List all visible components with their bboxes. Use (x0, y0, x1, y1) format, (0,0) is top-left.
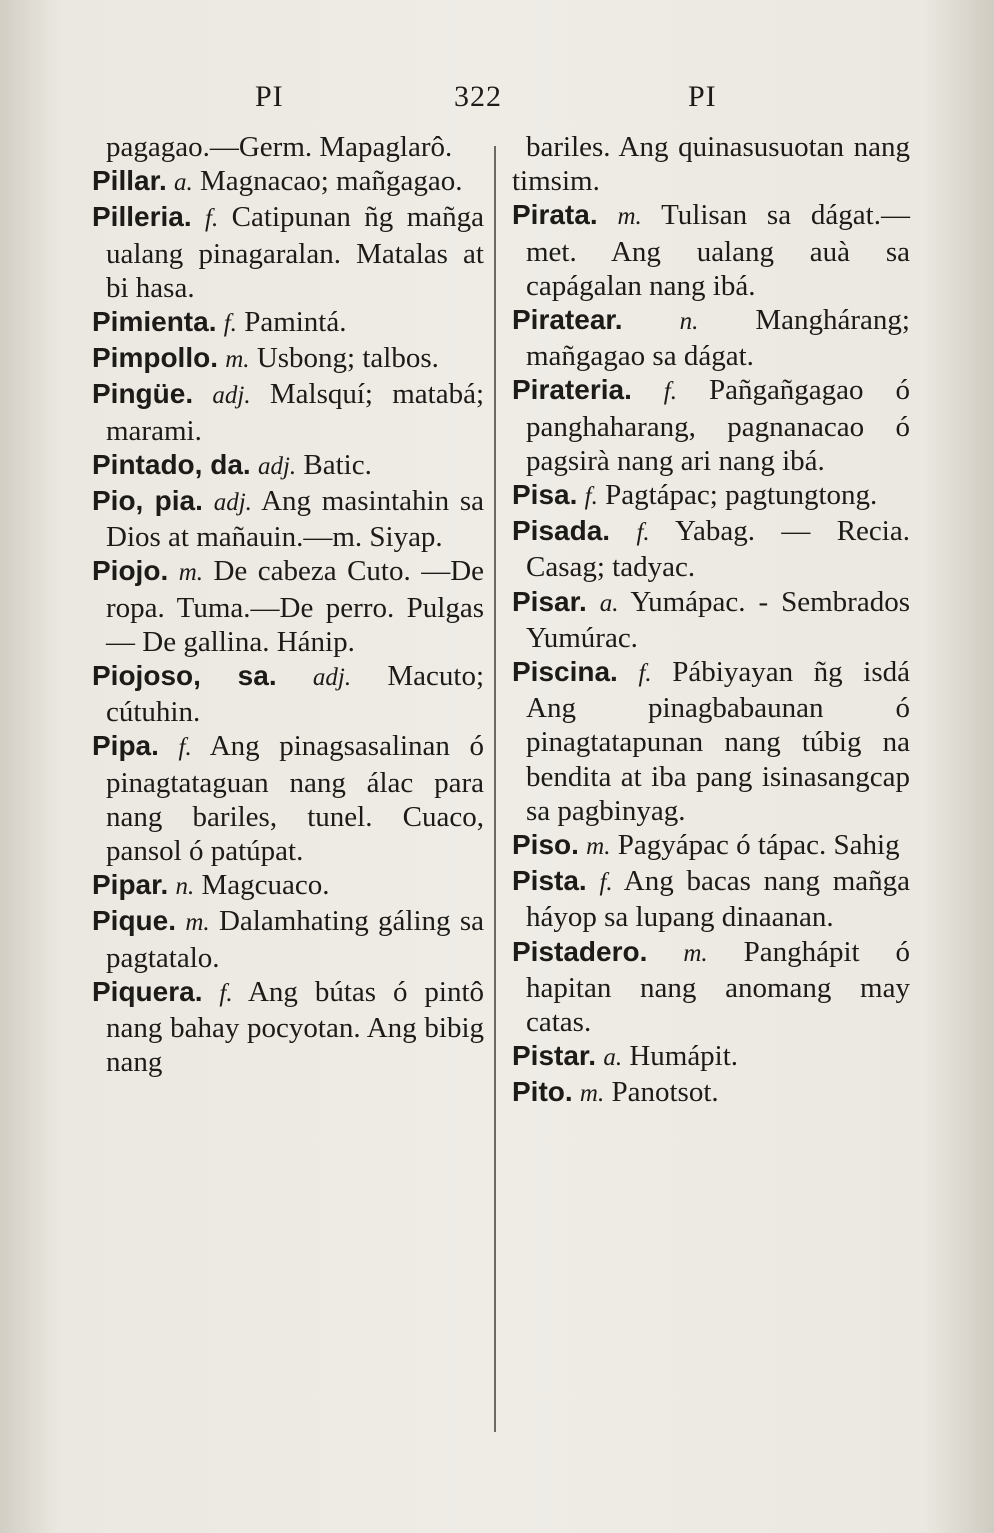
entry-grammar-label: f. (178, 734, 192, 762)
dictionary-entry (92, 904, 484, 974)
header-left-guide-word: PI (255, 80, 284, 113)
entry-grammar-label: adj. (213, 489, 252, 517)
entry-definition: Humápit. (629, 1040, 739, 1073)
entry-headword: Pistar. (512, 1040, 597, 1072)
entry-grammar-label: f. (219, 979, 233, 1007)
entry-headword: Piratear. (512, 304, 623, 336)
entry-definition: Tulisan sa dágat.—met. Ang ualang auà sa capágalan nang ibá. (526, 199, 910, 302)
entry-grammar-label: m. (185, 909, 210, 937)
entry-definition: Yumápac. - Sembrados Yumúrac. (526, 585, 910, 654)
left-column (92, 130, 484, 1079)
entry-definition: Manghárang; mañgagao sa dágat. (526, 304, 910, 373)
entry-grammar-label: m. (225, 346, 250, 374)
dictionary-entry (512, 303, 910, 373)
entry-grammar-label: a. (603, 1044, 623, 1072)
dictionary-entry (92, 448, 484, 484)
header-right-guide-word: PI (688, 80, 717, 113)
column-divider (494, 146, 496, 1432)
dictionary-entry (92, 659, 484, 729)
entry-grammar-label: m. (586, 833, 611, 861)
entry-headword: Piojo. (92, 555, 169, 587)
entry-grammar-label: f. (223, 310, 237, 338)
dictionary-entry (92, 554, 484, 659)
entry-grammar-label: m. (617, 203, 642, 231)
page-number: 322 (454, 80, 502, 113)
right-column (512, 130, 910, 1112)
entry-headword: Piso. (512, 829, 579, 861)
entry-definition: Catipunan ñg mañga ualang pinagaralan. Matalas at bi hasa. (106, 201, 485, 304)
dictionary-entry (512, 585, 910, 655)
entry-grammar-label: f. (584, 483, 598, 511)
entry-headword: Pique. (92, 905, 177, 937)
dictionary-entry (512, 828, 910, 864)
entry-definition: Batic. (303, 448, 372, 481)
entry-grammar-label: a. (599, 589, 619, 617)
entry-definition: Pamintá. (244, 306, 347, 339)
entry-definition: De cabeza Cuto. —De ropa. Tuma.—De perro. Pulgas — De gallina. Hánip. (106, 555, 485, 658)
dictionary-entry (512, 655, 910, 828)
entry-continuation: pagagao.—Germ. Mapaglarô. (106, 131, 453, 163)
entry-headword: Pimienta. (92, 306, 217, 338)
entry-grammar-label: f. (638, 660, 652, 688)
entry-grammar-label: m. (579, 1080, 605, 1108)
entry-grammar-label: n. (175, 873, 195, 901)
entry-headword: Piscina. (512, 656, 618, 688)
entry-headword: Pistadero. (512, 935, 648, 967)
dictionary-entry (512, 864, 910, 934)
dictionary-entry (92, 305, 484, 341)
entry-definition: Malsquí; matabá; marami. (106, 378, 485, 447)
entry-headword: Pingüe. (92, 378, 194, 410)
entry-headword: Piquera. (92, 975, 203, 1007)
page-header (0, 80, 994, 124)
dictionary-entry (92, 341, 484, 377)
dictionary-entry (512, 514, 910, 584)
entry-grammar-label: adj. (312, 664, 352, 692)
dictionary-entry (512, 130, 910, 198)
entry-definition: Pañgañgagao ó panghaharang, pagnanacao ó pagsirà nang ari nang ibá. (526, 374, 910, 477)
entry-headword: Pipa. (92, 730, 159, 762)
entry-headword: Pisar. (512, 585, 587, 617)
entry-definition: Pagtápac; pagtungtong. (605, 479, 878, 512)
entry-headword: Pito. (512, 1076, 573, 1108)
entry-headword: Pisa. (512, 479, 578, 511)
entry-grammar-label: a. (173, 169, 193, 197)
entry-headword: Pipar. (92, 869, 169, 901)
dictionary-entry (92, 868, 484, 904)
entry-headword: Pirata. (512, 199, 598, 231)
dictionary-entry (512, 1075, 910, 1111)
entry-definition: Usbong; talbos. (256, 342, 439, 375)
entry-headword: Pillar. (92, 165, 167, 197)
entry-headword: Pisada. (512, 515, 611, 547)
entry-grammar-label: f. (205, 205, 219, 233)
dictionary-entry (512, 373, 910, 478)
entry-grammar-label: f. (636, 519, 650, 547)
dictionary-entry (92, 200, 484, 305)
entry-definition: Pagyápac ó tápac. Sahig (617, 829, 900, 862)
entry-definition: Macuto; cútuhin. (106, 660, 485, 729)
entry-headword: Pimpollo. (92, 342, 218, 374)
entry-definition: Ang masintahin sa Dios at mañauin.—m. Siyap. (106, 485, 485, 554)
dictionary-entry (512, 198, 910, 303)
entry-headword: Pirateria. (512, 374, 632, 406)
entry-headword: Pilleria. (92, 201, 192, 233)
dictionary-entry (92, 729, 484, 868)
dictionary-entry (512, 935, 910, 1040)
entry-definition: Panotsot. (611, 1076, 719, 1109)
entry-grammar-label: f. (663, 378, 677, 406)
entry-definition: Ang pinagsasalinan ó pinagtataguan nang álac para nang bariles, tunel. Cuaco, pansol ó patúpat. (106, 730, 485, 868)
entry-definition: Magnacao; mañgagao. (199, 165, 463, 198)
entry-headword: Piojoso, sa. (92, 660, 277, 692)
dictionary-entry (512, 478, 910, 514)
entry-definition: Magcuaco. (201, 869, 330, 902)
entry-grammar-label: adj. (257, 452, 297, 480)
entry-grammar-label: f. (599, 869, 613, 897)
dictionary-entry (92, 377, 484, 447)
entry-grammar-label: adj. (212, 382, 251, 410)
entry-definition: Yabag. — Recia. Casag; tadyac. (526, 515, 910, 584)
dictionary-entry (92, 164, 484, 200)
entry-definition: Ang bútas ó pintô nang bahay pocyotan. Ang bibig nang (106, 975, 484, 1079)
dictionary-entry (92, 975, 484, 1080)
dictionary-entry (92, 484, 484, 554)
entry-grammar-label: n. (679, 308, 699, 336)
entry-headword: Pista. (512, 865, 587, 897)
entry-headword: Pintado, da. (92, 448, 251, 480)
dictionary-entry (92, 130, 484, 164)
entry-grammar-label: m. (178, 559, 204, 587)
entry-grammar-label: m. (683, 939, 708, 967)
entry-definition: Panghápit ó hapitan nang anomang may catas. (526, 935, 910, 1039)
entry-definition: Ang bacas nang mañga háyop sa lupang dinaanan. (526, 865, 910, 934)
entry-definition: Pábiyayan ñg isdá Ang pinagbabaunan ó pinagtatapunan nang túbig na bendita at iba pang isinasangcap sa pagbinyag. (526, 656, 910, 827)
entry-definition: Dalamhating gáling sa pagtatalo. (106, 905, 484, 974)
entry-headword: Pio, pia. (92, 485, 203, 517)
dictionary-entry (512, 1039, 910, 1075)
entry-continuation: bariles. Ang quinasusuotan nang timsim. (512, 131, 910, 198)
